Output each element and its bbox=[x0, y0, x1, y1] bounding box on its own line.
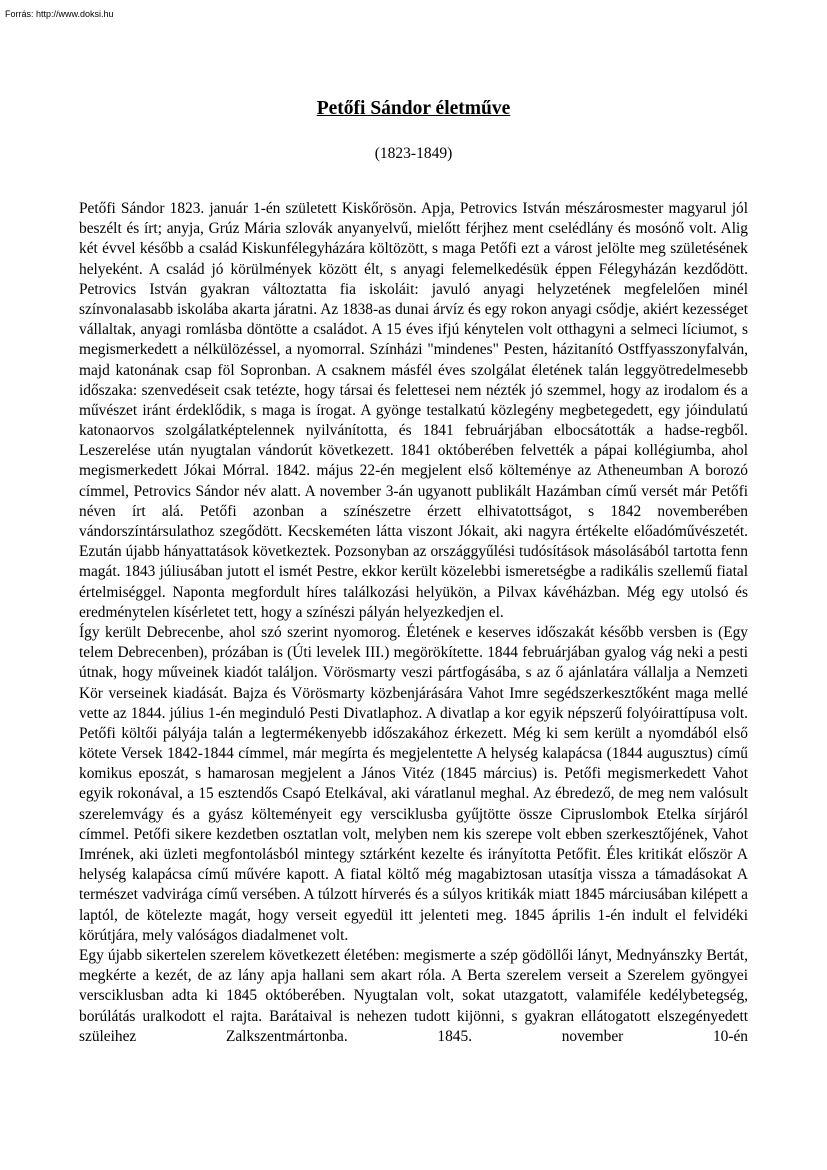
paragraph-debrecen: Így került Debrecenbe, ahol szó szerint nyomorog. Életének e keserves időszakát később versben is (Egy telem Debrecenben), prózában is (Úti levelek III.) megörökítette. 1844 februárjában gyalog vág neki a pesti útnak, hogy műveinek kiadót találjon. Vörösmarty veszi pártfogásába, s az ő ajánlatára vállalja a Nemzeti Kör verseinek kiadását. Bajza és Vörösmarty közbenjárására Vahot Imre segédszerkesztőként maga mellé vette az 1844. július 1-én meginduló Pesti Divatlaphoz. A divatlap a kor egyik népszerű folyóirattípusa volt. Petőfi költői pályája talán a legtermékenyebb időszakához érkezett. Még ki sem került a nyomdából első kötete Versek 1842-1844 címmel, már megírta és megjelentette A helység kalapácsa (1844 augusztus) című komikus eposzát, s hamarosan megjelent a János Vitéz (1845 március) is. Petőfi megismerkedett Vahot egyik rokonával, a 15 esztendős Csapó Etelkával, aki váratlanul meghal. Az ébredező, de meg nem valósult szerelemvágy és a gyász költeményeit egy versciklusba gyűjtötte össze Cipruslombok Etelka sírjáról címmel. Petőfi sikere kezdetben osztatlan volt, melyben nem kis szerepe volt ebben szerkesztőjének, Vahot Imrének, aki üzleti megfontolásból mintegy sztárként kezelte és irányította Petőfit. Éles kritikát először A helység kalapácsa című művére kapott. A fiatal költő még magabiztosan utasítja vissza a támadásokat A természet vadvirága című versében. A túlzott hírverés és a súlyos kritikák miatt 1845 márciusában kilépett a laptól, de kötelezte magát, hogy verseit egyedül itt jelenteti meg. 1845 április 1-én indult el felvidéki körútjára, mely valóságos diadalmenet volt. bbox=[79, 623, 748, 944]
body-text bbox=[79, 199, 748, 1047]
page-title: Petőfi Sándor életműve bbox=[316, 98, 511, 119]
paragraph-berta: Egy újabb sikertelen szerelem következett életében: megismerte a szép gödöllői lányt, Mednyánszky Bertát, megkérte a kezét, de az lány apja hallani sem akart róla. A Berta szerelem verseit a Szerelem gyöngyei versciklusban adta ki 1845 októberében. Nyugtalan volt, sokat utazgatott, valamiféle kedélybetegség, borúlátás uralkodott el rajta. Barátaival is nehezen tudott kijönni, s gyakran ellátogatott elszegényedett szüleihez Zalkszentmártonba. 1845. november 10-én bbox=[79, 946, 748, 1045]
years-subtitle: (1823-1849) bbox=[374, 145, 453, 162]
source-note: Forrás: http://www.doksi.hu bbox=[5, 9, 114, 19]
paragraph-childhood: Petőfi Sándor 1823. január 1-én született Kiskőrösön. Apja, Petrovics István mészárosmester magyarul jól beszélt és írt; anyja, Grúz Mária szlovák anyanyelvű, mielőtt férjhez ment cselédlány és mosónő volt. Alig két évvel később a család Kiskunfélegyházára költözött, s maga Petőfi ezt a várost jelölte meg születésének helyeként. A család jó körülmények között élt, s anyagi felemelkedésük éppen Félegyházán kezdődött. Petrovics István gyakran változtatta fia iskoláit: javuló anyagi helyzetének megfelelően minél színvonalasabb iskolába akarta járatni. Az 1838-as dunai árvíz és egy rokon anyagi csődje, akiért kezességet vállaltak, anyagi romlásba döntötte a családot. A 15 éves ifjú kénytelen volt otthagyni a selmeci líciumot, s megismerkedett a nélkülözéssel, a nyomorral. Színházi "mindenes" Pesten, házitanító Ostffyasszonyfalván, majd katonának csap föl Sopronban. A csaknem másfél éves szolgálat életének talán leggyötredelmesebb időszaka: szenvedéseit csak tetézte, hogy társai és felettesei nem nézték jó szemmel, hogy az irodalom és a művészet iránt érdeklődik, s maga is írogat. A gyönge testalkatú közlegény megbetegedett, egy jóindulatú katonaorvos szolgálatképtelennek nyilvánította, és 1841 februárjában elbocsátották a hadse-regből. Leszerelése után nyugtalan vándorút következett. 1841 októberében felvették a pápai kollégiumba, ahol megismerkedett Jókai Mórral. 1842. május 22-én megjelent első költeménye az Atheneumban A borozó címmel, Petrovics Sándor név alatt. A november 3-án ugyanott publikált Hazámban című versét már Petőfi néven írt alá. Petőfi azonban a színészetre érzett elhivatottságot, s 1842 novemberében vándorszíntársulathoz szegődött. Kecskeméten látta viszont Jókait, aki nagyra értékelte előadóművészetét. Ezután újabb hányattatások következtek. Pozsonyban az országgyűlési tudósítások másolásából tartotta fenn magát. 1843 júliusában jutott el ismét Pestre, ekkor került közelebbi ismeretségbe a radikális szellemű fiatal értelmiséggel. Naponta megfordult híres találkozási helyükön, a Pilvax kávéházban. Még egy utolsó és eredménytelen kísérletet tett, hogy a színészi pályán helyezkedjen el. bbox=[79, 200, 748, 621]
